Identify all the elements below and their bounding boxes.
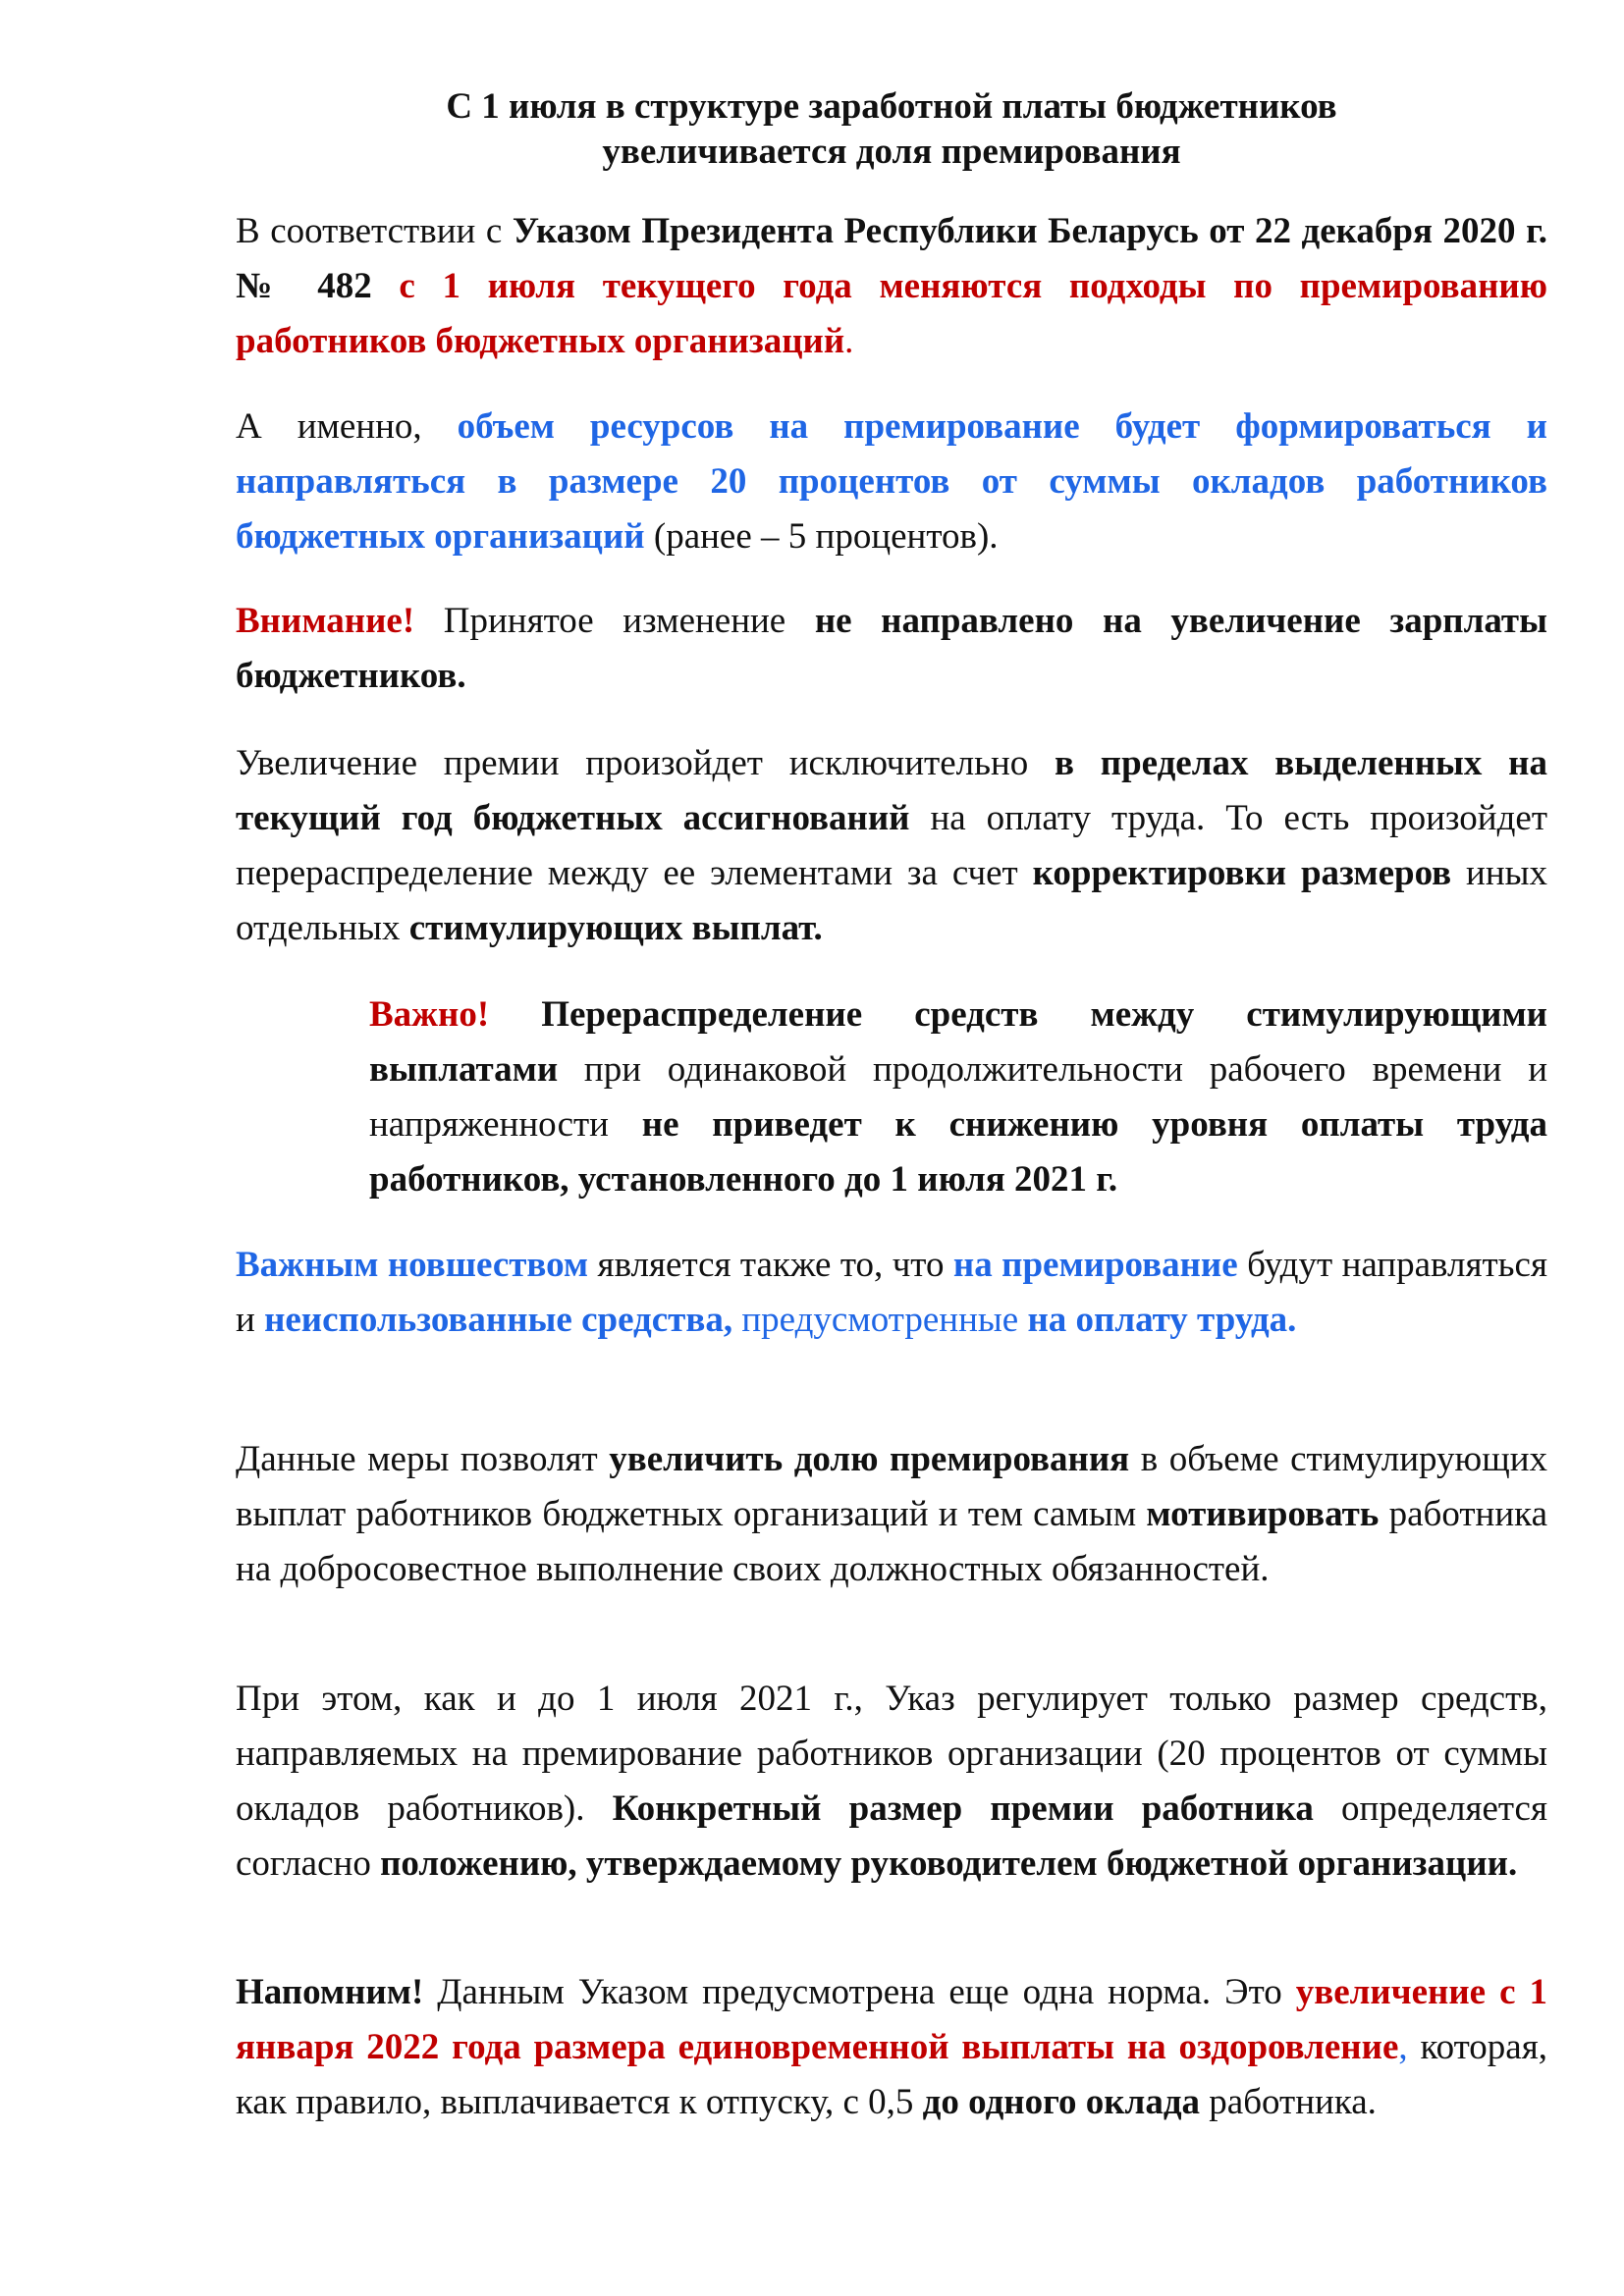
paragraph-reminder: Напомним! Данным Указом предусмотрена еще одна норма. Это увеличение с 1 января 2022 года размера единовременной выплаты на оздоровление, которая, как правило, выплачивается к отпуску, с 0,5 до одного оклада работника. — [236, 1972, 1547, 2122]
attention-label: Внимание! — [236, 601, 415, 641]
highlight-labor-pay: на оплату труда. — [1027, 1300, 1297, 1340]
text-run: работника. — [1200, 2082, 1377, 2122]
text-run: (ранее – 5 процентов). — [644, 516, 999, 557]
highlight-unused-funds: неиспользованные средства, — [264, 1300, 733, 1340]
highlight-motivate: мотивировать — [1146, 1494, 1380, 1534]
text-run: иных отдельных — [236, 853, 1547, 948]
text-run: которая, как правило, выплачивается к отпуску, с 0,5 — [236, 2027, 1547, 2122]
highlight-innovation: Важным новшеством — [236, 1245, 589, 1285]
highlight-change: с 1 июля текущего года меняются подходы по премированию работников бюджетных организаций — [236, 266, 1548, 361]
highlight-health-payment: увеличение с 1 января 2022 года размера единовременной выплаты на оздоровление — [236, 1972, 1547, 2067]
reminder-label: Напомним! — [236, 1972, 424, 2012]
text-run: работника на добросовестное выполнение своих должностных обязанностей. — [236, 1494, 1547, 1589]
highlight-redistribution: Перераспределение средств между стимулирующими выплатами — [369, 994, 1547, 1090]
important-label: Важно! — [369, 994, 490, 1035]
highlight-specific-amount: Конкретный размер премии работника — [612, 1789, 1314, 1829]
paragraph-decree-intro: В соответствии с Указом Президента Республики Беларусь от 22 декабря 2020 г. № 482 с 1 июля текущего года меняются подходы по премированию работников бюджетных организаций. — [236, 211, 1548, 361]
text-run: Увеличение премии произойдет исключительно — [236, 743, 1056, 783]
text-run: При этом, как и до 1 июля 2021 г., Указ регулирует только размер средств, направляемых на премирование работников организации (20 процентов от суммы окладов работников). — [236, 1679, 1547, 1829]
highlight-for-bonus: на премирование — [952, 1245, 1238, 1285]
decree-reference: Указом Президента Республики Беларусь от 22 декабря 2020 г. № 482 — [236, 211, 1547, 306]
highlight-budget-limits: в пределах выделенных на текущий год бюджетных ассигнований — [236, 743, 1548, 838]
text-run: В соответствии с — [236, 211, 513, 251]
text-run: будут направляться и — [236, 1245, 1547, 1340]
text-run: Данным Указом предусмотрена еще одна норма. Это — [423, 1972, 1296, 2012]
text-run: определяется согласно — [236, 1789, 1547, 1884]
text-run: А именно, — [236, 406, 458, 447]
text-run: в объеме стимулирующих выплат работников бюджетных организаций и тем самым — [236, 1439, 1547, 1534]
paragraph-innovation — [236, 1238, 1547, 1348]
text-run: Данные меры позволят — [236, 1439, 610, 1479]
title-line-2: увеличивается доля премирования — [602, 132, 1181, 172]
highlight-incentives: стимулирующих выплат. — [408, 908, 823, 948]
highlight-bonus-volume: объем ресурсов на премирование будет формироваться и направляться в размере 20 процентов от суммы окладов работников бюджетных организаций — [236, 406, 1547, 557]
paragraph-bonus-volume — [236, 400, 1547, 564]
paragraph-important-note — [369, 988, 1547, 1207]
highlight-one-salary: до одного оклада — [922, 2082, 1201, 2122]
paragraph-measures — [236, 1432, 1547, 1597]
title-line-1: С 1 июля в структуре заработной платы бюджетников — [446, 86, 1337, 127]
paragraph-regulation — [236, 1672, 1547, 1892]
paragraph-attention — [236, 594, 1547, 704]
paragraph-redistribution — [236, 736, 1547, 956]
highlight-not-increase: не направлено на увеличение зарплаты бюджетников. — [236, 601, 1547, 696]
highlight-increase-share: увеличить долю премирования — [609, 1439, 1130, 1479]
text-run-blue: предусмотренные — [732, 1300, 1028, 1340]
highlight-regulation: положению, утверждаемому руководителем бюджетной организации. — [380, 1843, 1518, 1884]
highlight-adjustment: корректировки размеров — [1032, 853, 1452, 893]
text-run: при одинаковой продолжительности рабочего времени и напряженности — [369, 1049, 1547, 1145]
text-run: Принятое изменение — [414, 601, 815, 641]
text-run: на оплату труда. То есть произойдет перераспределение между ее элементами за счет — [236, 798, 1547, 893]
text-run: является также то, что — [588, 1245, 953, 1285]
highlight-no-decrease: не приведет к снижению уровня оплаты труда работников, установленного до 1 июля 2021 г. — [369, 1104, 1548, 1200]
